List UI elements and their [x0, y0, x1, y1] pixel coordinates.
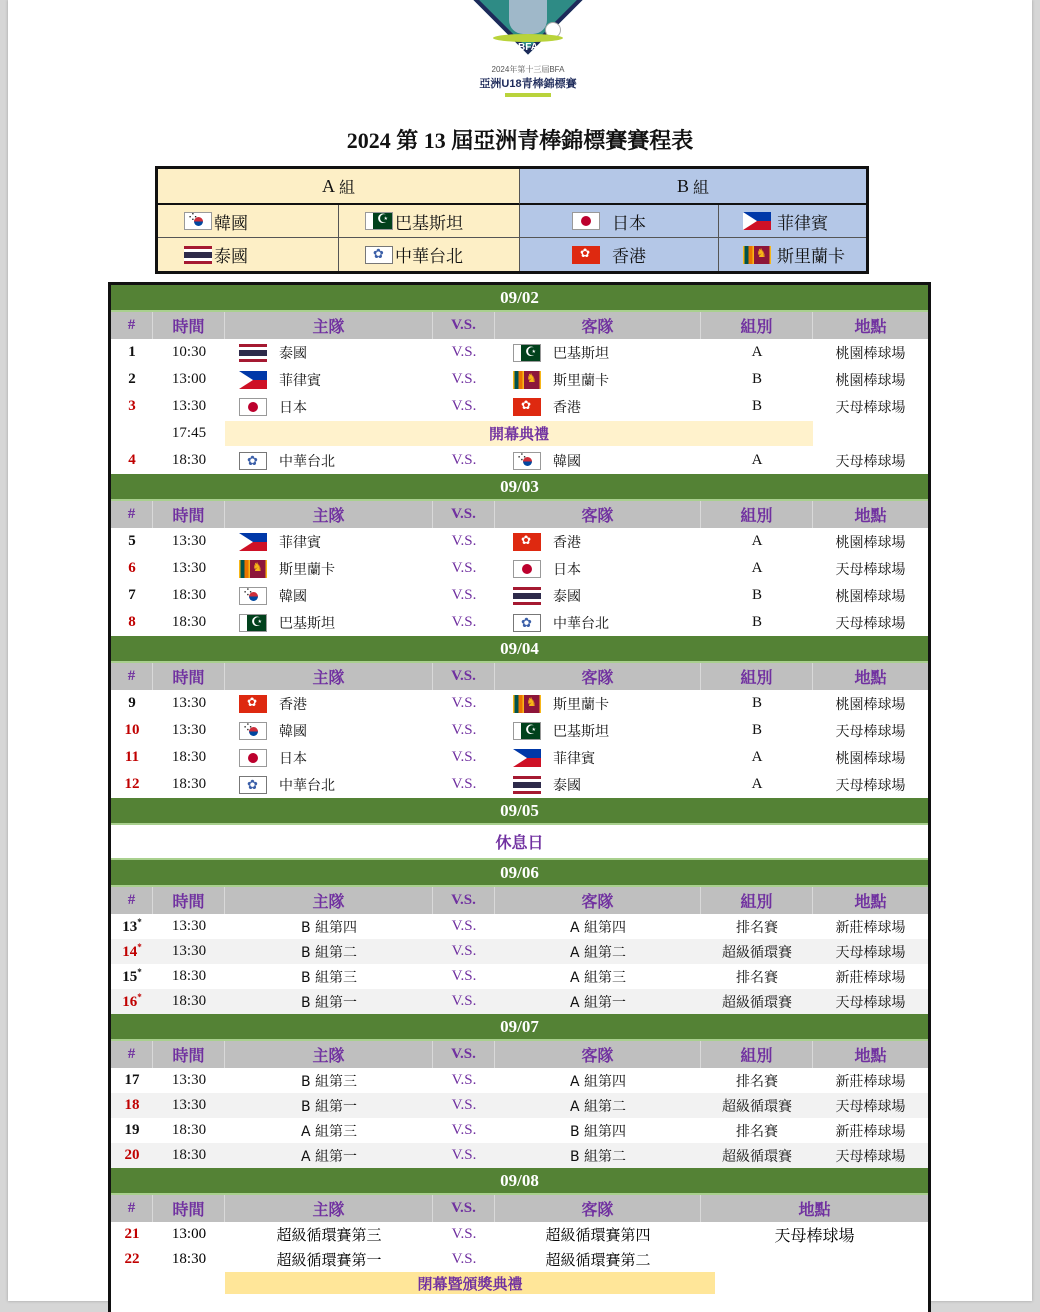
column-header-row: # 時間 主隊 V.S. 客隊 地點	[111, 1195, 928, 1222]
group-a-team: 泰國	[158, 238, 339, 271]
game-row: 13* 13:30 B 組第四 V.S. A 組第四 排名賽 新莊棒球場	[122, 917, 906, 936]
sri-lanka-flag-icon	[513, 371, 541, 389]
philippines-flag-icon	[239, 371, 267, 389]
opening-ceremony: 開幕典禮	[225, 421, 813, 446]
column-header-row: # 時間 主隊 V.S. 客隊 組別 地點	[111, 1041, 928, 1068]
hong-kong-flag-icon	[513, 398, 541, 416]
pakistan-flag-icon	[365, 212, 393, 230]
thailand-flag-icon	[513, 587, 541, 605]
game-row: 20 18:30 A 組第一 V.S. B 組第二 超級循環賽 天母棒球場	[111, 1143, 928, 1168]
korea-flag-icon	[239, 587, 267, 605]
group-b-header: B 組	[520, 169, 866, 205]
game-row: 6 13:30 ♞ 斯里蘭卡 V.S. 日本 A 天母棒球場	[111, 555, 928, 582]
thailand-flag-icon	[239, 344, 267, 362]
group-a-header: A 組	[158, 169, 520, 205]
japan-flag-icon	[239, 398, 267, 416]
column-header-row: # 時間 主隊 V.S. 客隊 組別 地點	[111, 887, 928, 914]
pakistan-flag-icon	[513, 722, 541, 740]
game-row: 17 13:30 B 組第三 V.S. A 組第四 排名賽 新莊棒球場	[124, 1072, 906, 1090]
korea-flag-icon	[184, 212, 212, 230]
game-row: 1 10:30 泰國 V.S. ☪ 巴基斯坦 A 桃園棒球場	[111, 339, 928, 366]
group-b-team: ♞ 斯里蘭卡	[719, 238, 866, 271]
game-row: 16* 18:30 B 組第一 V.S. A 組第一 超級循環賽 天母棒球場	[111, 989, 928, 1014]
groups-table	[155, 166, 869, 274]
pakistan-flag-icon	[513, 344, 541, 362]
group-b-team: ✿ 香港	[520, 238, 719, 271]
game-row: 15* 18:30 B 組第三 V.S. A 組第三 排名賽 新莊棒球場	[122, 967, 906, 986]
game-row: 19 18:30 A 組第三 V.S. B 組第四 排名賽 新莊棒球場	[124, 1122, 906, 1140]
final-games: 21 13:00 超級循環賽第三 V.S. 超級循環賽第四 天母棒球場 22 18:30 超級循環賽第一 V.S. 超級循環賽第二	[111, 1222, 928, 1272]
group-a-team: ✿ 中華台北	[339, 238, 520, 271]
day-header: 09/08	[111, 1168, 928, 1195]
ceremony-row: 17:45 開幕典禮	[111, 420, 928, 447]
japan-flag-icon	[572, 212, 600, 230]
game-row: 7 18:30 ⁘ 韓國 V.S. 泰國 B 桃園棒球場	[111, 582, 928, 609]
chinese-taipei-flag-icon	[239, 452, 267, 470]
rest-day: 休息日	[111, 825, 928, 860]
sri-lanka-flag-icon	[513, 695, 541, 713]
bfa-logo	[444, 0, 612, 110]
japan-flag-icon	[239, 749, 267, 767]
column-header-row: # 時間 主隊 V.S. 客隊 組別 地點	[111, 663, 928, 690]
logo-line2: 亞洲U18青棒錦標賽	[479, 78, 577, 90]
game-row: 2 13:00 菲律賓 V.S. ♞ 斯里蘭卡 B 桃園棒球場	[111, 366, 928, 393]
japan-flag-icon	[513, 560, 541, 578]
philippines-flag-icon	[743, 212, 771, 230]
day-header: 09/03	[111, 474, 928, 501]
group-b-team: 日本	[520, 205, 719, 238]
game-row: 12 18:30 ✿ 中華台北 V.S. 泰國 A 天母棒球場	[111, 771, 928, 798]
game-row: 8 18:30 ☪ 巴基斯坦 V.S. ✿ 中華台北 B 天母棒球場	[111, 609, 928, 636]
hong-kong-flag-icon	[239, 695, 267, 713]
day-header: 09/04	[111, 636, 928, 663]
final-venue: 天母棒球場	[774, 1226, 855, 1245]
game-row: 9 13:30 ✿ 香港 V.S. ♞ 斯里蘭卡 B 桃園棒球場	[111, 690, 928, 717]
column-header-row: # 時間 主隊 V.S. 客隊 組別 地點	[111, 501, 928, 528]
game-row: 10 13:30 ⁘ 韓國 V.S. ☪ 巴基斯坦 B 天母棒球場	[111, 717, 928, 744]
game-row: 4 18:30 ✿ 中華台北 V.S. ⁘ 韓國 A 天母棒球場	[111, 447, 928, 474]
schedule-table	[108, 282, 931, 1312]
game-row: 5 13:30 菲律賓 V.S. ✿ 香港 A 桃園棒球場	[111, 528, 928, 555]
group-a-team: ⁘ 韓國	[158, 205, 339, 238]
game-row: 11 18:30 日本 V.S. 菲律賓 A 桃園棒球場	[124, 749, 906, 767]
chinese-taipei-flag-icon	[239, 776, 267, 794]
hong-kong-flag-icon	[513, 533, 541, 551]
closing-ceremony: 閉幕暨頒獎典禮	[225, 1272, 715, 1294]
game-row: 14* 13:30 B 組第二 V.S. A 組第二 超級循環賽 天母棒球場	[111, 939, 928, 964]
day-header: 09/02	[111, 285, 928, 312]
chinese-taipei-flag-icon	[365, 246, 393, 264]
sri-lanka-flag-icon	[743, 246, 771, 264]
group-a-team: ☪ 巴基斯坦	[339, 205, 520, 238]
logo-line1: 2024年第十三屆BFA	[491, 65, 565, 74]
column-header-row: # 時間 主隊 V.S. 客隊 組別 地點	[111, 312, 928, 339]
group-b-team: 菲律賓	[719, 205, 866, 238]
thailand-flag-icon	[513, 776, 541, 794]
sri-lanka-flag-icon	[239, 560, 267, 578]
korea-flag-icon	[513, 452, 541, 470]
pakistan-flag-icon	[239, 614, 267, 632]
player-icon	[509, 0, 547, 34]
philippines-flag-icon	[239, 533, 267, 551]
logo-badge-text: BFA	[518, 42, 538, 53]
hong-kong-flag-icon	[572, 246, 600, 264]
game-row: 3 13:30 日本 V.S. ✿ 香港 B 天母棒球場	[111, 393, 928, 420]
day-header: 09/05	[111, 798, 928, 825]
korea-flag-icon	[239, 722, 267, 740]
day-header: 09/07	[111, 1014, 928, 1041]
day-header: 09/06	[111, 860, 928, 887]
chinese-taipei-flag-icon	[513, 614, 541, 632]
page-title: 2024 第 13 屆亞洲青棒錦標賽賽程表	[346, 128, 694, 153]
game-row: 18 13:30 B 組第一 V.S. A 組第二 超級循環賽 天母棒球場	[111, 1093, 928, 1118]
logo-badge	[473, 0, 583, 58]
philippines-flag-icon	[513, 749, 541, 767]
thailand-flag-icon	[184, 246, 212, 264]
